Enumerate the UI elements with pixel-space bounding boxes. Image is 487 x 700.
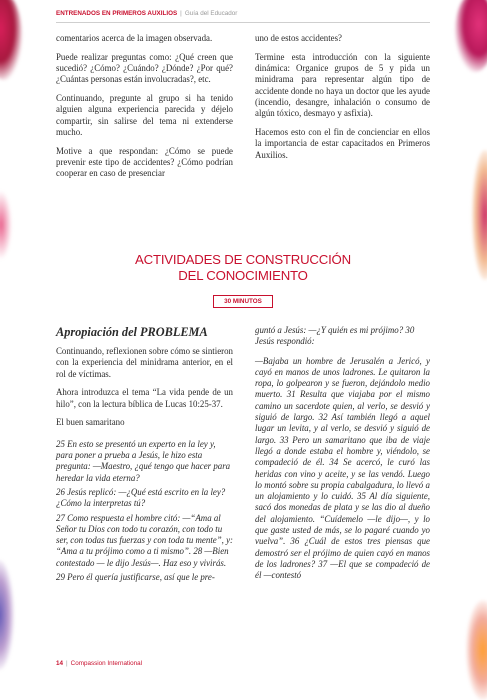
watercolor-splash-top-left	[0, 0, 22, 80]
bible-verse: 25 En esto se presentó un experto en la ley y, para poner a prueba a Jesús, le hizo esta pregunta: —Maestro, ¿qué tengo que hacer para heredar la vida eterna?	[56, 438, 231, 483]
duration-badge: 30 MINUTOS	[213, 295, 273, 308]
bible-verse: 29 Pero él quería justificarse, así que le pre-	[56, 572, 215, 583]
paragraph: Puede realizar preguntas como: ¿Qué creen que sucedió? ¿Cómo? ¿Cuándo? ¿Dónde? ¿Por qué? ¿Cuántas personas están involucradas?, etc.	[56, 51, 233, 85]
paragraph: comentarios acerca de la imagen observada.	[56, 33, 213, 43]
bible-passage	[56, 439, 233, 584]
header-subtitle: Guía del Educador	[184, 10, 238, 17]
page-number: 14	[56, 660, 64, 667]
paragraph: Hacemos esto con el fin de concienciar en ellos la importancia de estar capacitados en Primeros Auxilios.	[255, 127, 430, 160]
bible-verse: 26 Jesús replicó: —¿Qué está escrito en la ley? ¿Cómo la interpretas tú?	[56, 486, 226, 509]
bible-verse: —Bajaba un hombre de Jerusalén a Jericó, y cayó en manos de unos ladrones. Le quitaron la ropa, lo golpearon y se fueron, dejándolo medio muerto. 31 Resulta que viajaba por el mismo camino un sacerdote quien, al verlo, se desvió y siguió de largo. 32 Así también llegó a aquel lugar un levita, y al verlo, se desvió y siguió de largo. 33 Pero un samaritano que iba de viaje llegó a donde estaba el hombre y, viéndolo, se compadeció de él. 34 Se acercó, le curó las heridas con vino y aceite, y se las vendó. Luego lo montó sobre su propia cabalgadura, lo llevó a un alojamiento y lo cuidó. 35 Al día siguiente, sacó dos monedas de plata y se las dio al dueño del alojamiento. “Cuídemelo —le dijo—, y lo que gaste usted de más, se lo pagaré cuando yo vuelva”. 36 ¿Cuál de estos tres piensas que demostró ser el prójimo de quien cayó en manos de los ladrones? 37 —El que se compadeció de él —contestó	[255, 355, 430, 581]
header-separator: |	[180, 10, 182, 17]
top-right-column	[255, 33, 430, 168]
subsection-heading: Apropiación del PROBLEMA	[56, 325, 208, 339]
paragraph: Ahora introduzca el tema “La vida pende de un hilo”, con la lectura bíblica de Lucas 10:25-37.	[56, 387, 233, 409]
watercolor-splash-right-mid	[472, 150, 487, 280]
watercolor-splash-bottom-left	[0, 560, 14, 670]
paragraph: Continuando, reflexionen sobre cómo se sintieron con la experiencia del minidrama anterior, en el rol de víctimas.	[56, 346, 233, 379]
bottom-right-column	[255, 325, 430, 585]
section-title-line-2: DEL CONOCIMIENTO	[178, 268, 308, 283]
bible-passage	[255, 325, 430, 582]
footer-organization: Compassion International	[70, 660, 143, 667]
page-header	[56, 10, 456, 17]
section-title	[56, 252, 430, 284]
bible-verse: guntó a Jesús: —¿Y quién es mi prójimo? 30 Jesús respondió:	[255, 325, 415, 347]
paragraph: uno de estos accidentes?	[255, 33, 342, 43]
paragraph: Motive a que respondan: ¿Cómo se puede prevenir este tipo de accidentes? ¿Cómo podrían cooperar en caso de presenciar	[56, 145, 233, 179]
section-title-line-1: ACTIVIDADES DE CONSTRUCCIÓN	[135, 252, 351, 267]
page-footer	[56, 660, 142, 667]
paragraph: Termine esta introducción con la siguiente dinámica: Organice grupos de 5 y pida un minidrama para representar algún tipo de accidente donde no haya un doctor que les ayude (incendio, desangre, inhalación o consumo de algún tóxico, desmayo y asfixia).	[255, 51, 430, 119]
header-rule	[56, 22, 430, 23]
paragraph: Continuando, pregunte al grupo si ha tenido alguien alguna experiencia parecida y déjelo compartir, sin salirse del tema ni extenderse mucho.	[56, 93, 233, 138]
passage-title: El buen samaritano	[56, 417, 125, 428]
bottom-left-column	[56, 325, 233, 586]
top-left-column	[56, 33, 233, 187]
watercolor-splash-bottom-right	[466, 600, 487, 700]
footer-separator: |	[66, 660, 68, 667]
watercolor-splash-left-edge	[0, 190, 12, 260]
header-brand: ENTRENADOS EN PRIMEROS AUXILIOS	[56, 10, 178, 17]
bible-verse: 27 Como respuesta el hombre citó: —“Ama al Señor tu Dios con todo tu corazón, con todo tu ser, con todas tus fuerzas y con toda tu mente”, y: “Ama a tu prójimo como a ti mismo”. 28 —Bien contestado — le dijo Jesús—. Haz eso y vivirás.	[56, 512, 233, 568]
watercolor-splash-top-right	[455, 0, 487, 72]
